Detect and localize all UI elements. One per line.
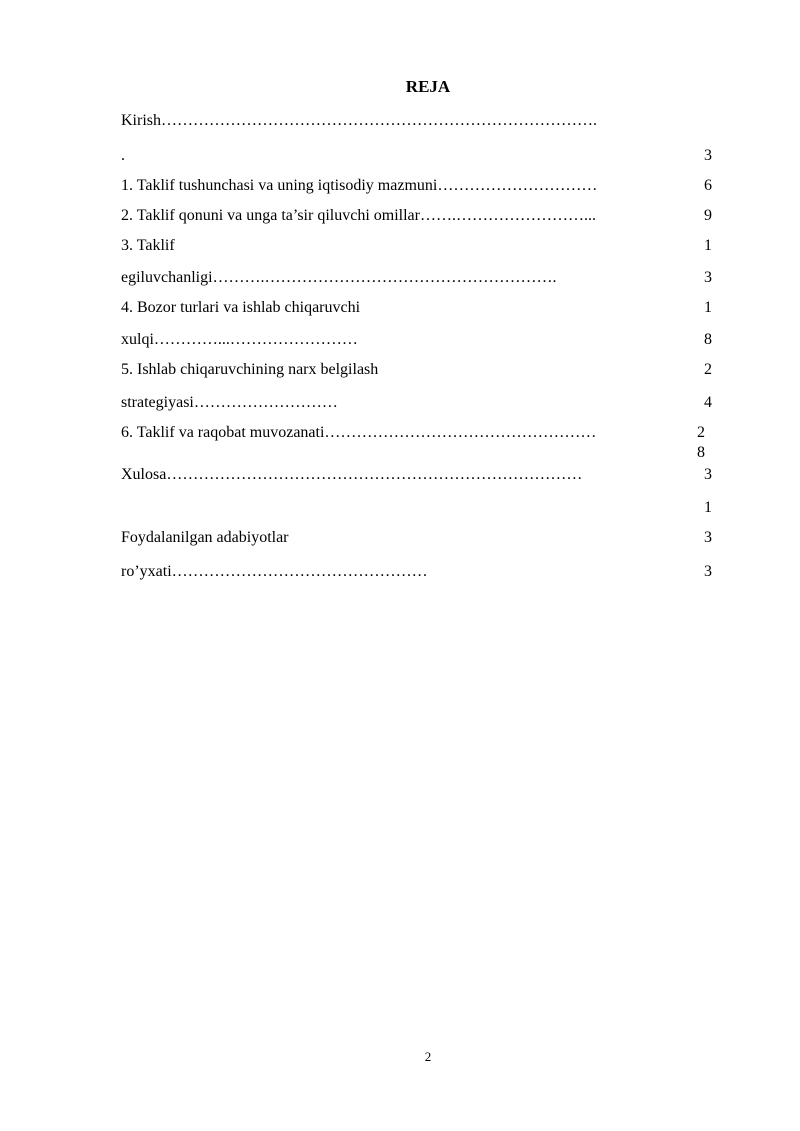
toc-page-number: 6 (704, 177, 712, 194)
toc-entry-label: ro’yxati………………………………………… (121, 563, 428, 580)
toc-entry-label: 3. Taklif (121, 237, 175, 254)
toc-page-number: 2 (704, 361, 712, 378)
toc-page-number: 3 (704, 466, 712, 483)
toc-entry-label: 2. Taklif qonuni va unga ta’sir qiluvchi omillar…….……………………... (121, 207, 596, 224)
toc-page-number: 1 (704, 299, 712, 316)
toc-page-number: 3 (704, 529, 712, 546)
page-footer-number: 2 (424, 1049, 432, 1064)
toc-page-number: 1 (704, 499, 712, 516)
toc-entry-label: egiluvchanligi……….………………………………………………. (121, 269, 557, 286)
toc-page-number: 1 (704, 237, 712, 254)
toc-entry-label: 4. Bozor turlari va ishlab chiqaruvchi (121, 299, 361, 316)
page-title: REJA (405, 77, 451, 96)
toc-page-number: 2 (697, 424, 705, 441)
toc-page-number: 4 (704, 394, 712, 411)
toc-entry-label: . (121, 147, 125, 164)
toc-entry-label: Foydalanilgan adabiyotlar (121, 529, 289, 546)
toc-page-number: 8 (704, 331, 712, 348)
toc-page-number: 3 (704, 269, 712, 286)
toc-entry-label: Kirish………………………………………………………………………. (121, 112, 597, 129)
toc-entry-label: 6. Taklif va raqobat muvozanati…………………………………………… (121, 424, 597, 441)
toc-page-number: 8 (697, 444, 705, 461)
toc-entry-label: strategiyasi……………………… (121, 394, 338, 411)
toc-entry-label: xulqi…………...…………………… (121, 331, 358, 348)
toc-entry-label: Xulosa…………………………………………………………………… (121, 466, 583, 483)
toc-entry-label: 1. Taklif tushunchasi va uning iqtisodiy mazmuni………………………… (121, 177, 598, 194)
toc-page-number: 9 (704, 207, 712, 224)
toc-page-number: 3 (704, 563, 712, 580)
toc-page-number: 3 (704, 147, 712, 164)
toc-entry-label: 5. Ishlab chiqaruvchining narx belgilash (121, 361, 379, 378)
